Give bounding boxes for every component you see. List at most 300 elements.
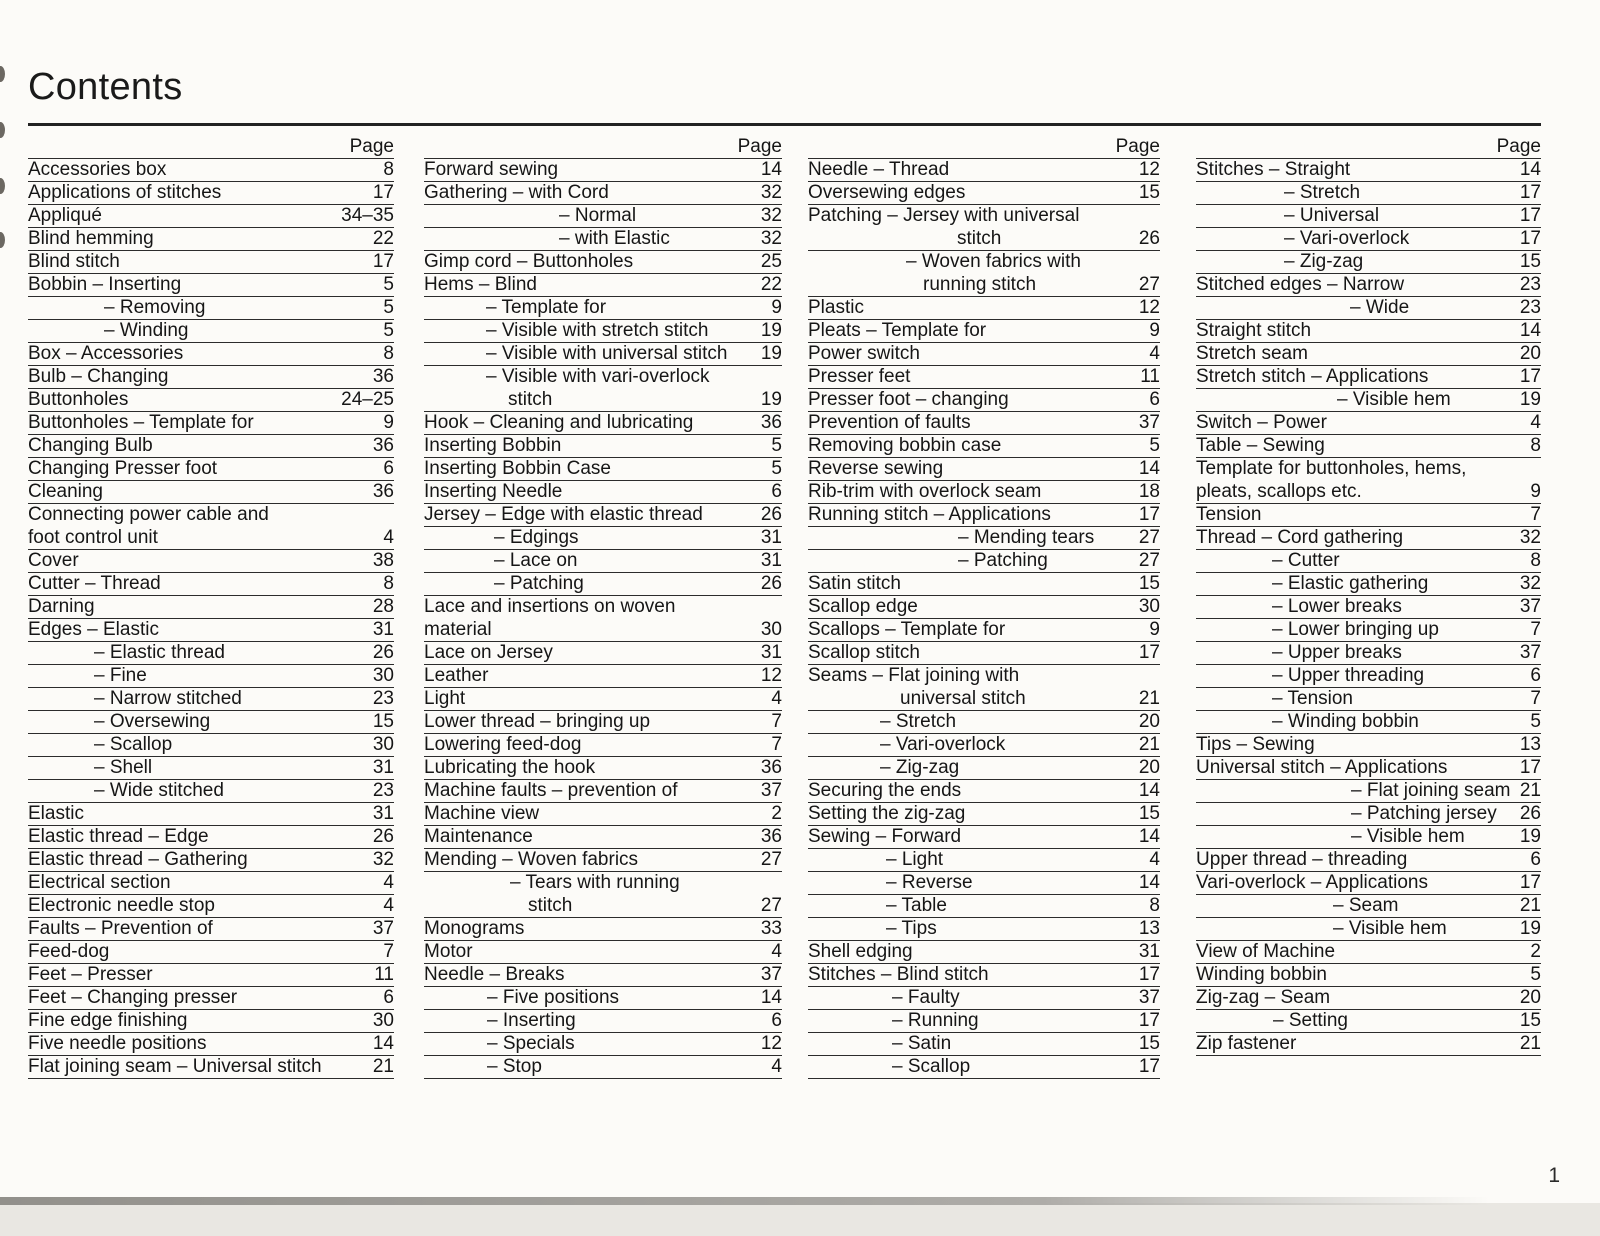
entry-label: – Visible hem <box>1337 389 1451 410</box>
entry-page-number: 5 <box>1530 964 1541 985</box>
toc-entry <box>808 159 1160 182</box>
entry-label: – Visible with vari-overlock <box>486 366 710 387</box>
entry-page-number: 13 <box>1138 918 1160 939</box>
entry-label: Maintenance <box>424 826 533 847</box>
toc-entry <box>1196 159 1541 182</box>
entry-label: Edges – Elastic <box>28 619 159 640</box>
entry-page-number: 30 <box>372 734 394 755</box>
toc-entry <box>28 1056 394 1079</box>
entry-page-number: 14 <box>1138 458 1160 479</box>
toc-entry <box>424 412 782 435</box>
entry-label: Hook – Cleaning and lubricating <box>424 412 694 433</box>
toc-entry <box>424 389 782 412</box>
entry-page-number: 26 <box>1519 803 1541 824</box>
entry-label: Inserting Needle <box>424 481 563 502</box>
entry-label: Five needle positions <box>28 1033 207 1054</box>
entry-label: – Lower bringing up <box>1272 619 1439 640</box>
page-column-header <box>424 136 782 159</box>
toc-entry <box>1196 343 1541 366</box>
entry-label: Prevention of faults <box>808 412 971 433</box>
toc-entry <box>808 1033 1160 1056</box>
entry-label: Faults – Prevention of <box>28 918 213 939</box>
entry-page-number: 6 <box>1530 665 1541 686</box>
entry-page-number: 14 <box>1138 780 1160 801</box>
toc-entry <box>808 964 1160 987</box>
entry-page-number: 19 <box>760 343 782 364</box>
entry-label: Sewing – Forward <box>808 826 962 847</box>
toc-entry <box>1196 619 1541 642</box>
toc-entry <box>424 550 782 573</box>
toc-entry <box>1196 228 1541 251</box>
entry-label: Feet – Presser <box>28 964 153 985</box>
entry-label: – Flat joining seam <box>1351 780 1511 801</box>
toc-entry <box>808 895 1160 918</box>
entry-page-number: 27 <box>1138 274 1160 295</box>
entry-label: – Zig-zag <box>1284 251 1364 272</box>
entry-page-number: 31 <box>760 642 782 663</box>
entry-label: – Visible hem <box>1333 918 1447 939</box>
toc-entry <box>808 366 1160 389</box>
entry-page-number: 8 <box>383 159 394 180</box>
toc-entry <box>28 849 394 872</box>
toc-entry <box>1196 803 1541 826</box>
entry-label: Electronic needle stop <box>28 895 215 916</box>
entry-label: Thread – Cord gathering <box>1196 527 1404 548</box>
entry-label: Seams – Flat joining with <box>808 665 1020 686</box>
toc-entry <box>424 780 782 803</box>
entry-label: Patching – Jersey with universal <box>808 205 1080 226</box>
entry-label: – Upper breaks <box>1272 642 1402 663</box>
entry-label: stitch <box>528 895 573 916</box>
toc-entry <box>424 159 782 182</box>
entry-label: – Visible hem <box>1351 826 1465 847</box>
entry-page-number: 34–35 <box>341 205 394 226</box>
entry-page-number: 8 <box>1149 895 1160 916</box>
entry-page-number: 7 <box>383 941 394 962</box>
entry-label: Needle – Thread <box>808 159 950 180</box>
toc-entry <box>424 757 782 780</box>
entry-label: – Wide stitched <box>94 780 224 801</box>
entry-label: Needle – Breaks <box>424 964 565 985</box>
entry-page-number: 17 <box>1519 872 1541 893</box>
entry-page-number: 21 <box>1138 734 1160 755</box>
toc-entry <box>808 596 1160 619</box>
toc-entry <box>1196 642 1541 665</box>
toc-entry <box>424 320 782 343</box>
toc-entry <box>424 274 782 297</box>
toc-entry <box>1196 297 1541 320</box>
entry-page-number: 19 <box>1519 826 1541 847</box>
entry-page-number: 31 <box>372 803 394 824</box>
toc-entry <box>808 389 1160 412</box>
toc-entry <box>1196 412 1541 435</box>
page-edge-shadow <box>0 1197 1490 1205</box>
entry-label: – Lace on <box>494 550 578 571</box>
entry-label: Plastic <box>808 297 864 318</box>
entry-label: – Table <box>886 895 947 916</box>
entry-label: Reverse sewing <box>808 458 944 479</box>
entry-page-number: 14 <box>760 159 782 180</box>
toc-entry <box>424 642 782 665</box>
entry-page-number: 27 <box>760 849 782 870</box>
toc-entry <box>28 343 394 366</box>
entry-page-number: 36 <box>760 412 782 433</box>
entry-page-number: 28 <box>372 596 394 617</box>
entry-page-number: 4 <box>383 895 394 916</box>
entry-label: – Stretch <box>1284 182 1361 203</box>
entry-page-number: 36 <box>372 481 394 502</box>
entry-label: View of Machine <box>1196 941 1336 962</box>
entry-label: Tips – Sewing <box>1196 734 1315 755</box>
entry-label: Shell edging <box>808 941 913 962</box>
entry-page-number: 32 <box>1519 573 1541 594</box>
toc-entry <box>1196 389 1541 412</box>
entry-page-number: 26 <box>372 826 394 847</box>
entry-label: running stitch <box>923 274 1037 295</box>
entry-label: – Patching <box>958 550 1048 571</box>
entry-page-number: 7 <box>771 711 782 732</box>
toc-entry <box>808 918 1160 941</box>
entry-page-number: 37 <box>1519 642 1541 663</box>
entry-page-number: 24–25 <box>341 389 394 410</box>
entry-label: – Vari-overlock <box>880 734 1006 755</box>
entry-label: – Five positions <box>487 987 620 1008</box>
entry-page-number: 11 <box>1140 366 1160 387</box>
entry-page-number: 14 <box>372 1033 394 1054</box>
page-title: Contents <box>28 66 183 108</box>
toc-entry <box>1196 527 1541 550</box>
entry-label: – Tension <box>1272 688 1353 709</box>
toc-entry <box>28 665 394 688</box>
entry-label: Elastic thread – Gathering <box>28 849 248 870</box>
entry-label: Blind stitch <box>28 251 120 272</box>
entry-page-number: 32 <box>1519 527 1541 548</box>
entry-page-number: 21 <box>372 1056 394 1077</box>
entry-page-number: 20 <box>1519 343 1541 364</box>
toc-entry <box>1196 320 1541 343</box>
entry-page-number: 7 <box>1530 619 1541 640</box>
entry-page-number: 11 <box>374 964 394 985</box>
toc-entry <box>808 826 1160 849</box>
entry-page-number: 5 <box>1149 435 1160 456</box>
entry-page-number: 5 <box>1530 711 1541 732</box>
entry-label: Feet – Changing presser <box>28 987 238 1008</box>
entry-page-number: 15 <box>1138 182 1160 203</box>
entry-page-number: 15 <box>372 711 394 732</box>
toc-entry <box>28 1010 394 1033</box>
entry-page-number: 4 <box>771 1056 782 1077</box>
entry-label: Machine faults – prevention of <box>424 780 678 801</box>
entry-label: Template for buttonholes, hems, <box>1196 458 1467 479</box>
entry-page-number: 23 <box>1519 274 1541 295</box>
toc-entry <box>808 1010 1160 1033</box>
entry-label: Motor <box>424 941 473 962</box>
entry-page-number: 26 <box>760 504 782 525</box>
entry-page-number: 5 <box>771 458 782 479</box>
entry-page-number: 36 <box>760 757 782 778</box>
entry-label: – Patching jersey <box>1351 803 1497 824</box>
entry-page-number: 15 <box>1138 803 1160 824</box>
toc-entry <box>1196 435 1541 458</box>
entry-label: Mending – Woven fabrics <box>424 849 639 870</box>
entry-page-number: 19 <box>1519 918 1541 939</box>
entry-page-number: 4 <box>771 941 782 962</box>
toc-entry <box>424 481 782 504</box>
entry-page-number: 6 <box>383 987 394 1008</box>
toc-entry <box>808 665 1160 688</box>
entry-page-number: 30 <box>760 619 782 640</box>
entry-label: Inserting Bobbin Case <box>424 458 611 479</box>
toc-entry <box>28 642 394 665</box>
toc-entry <box>424 619 782 642</box>
toc-entry <box>424 458 782 481</box>
toc-entry <box>1196 1033 1541 1056</box>
entry-page-number: 21 <box>1519 1033 1541 1054</box>
entry-label: Gimp cord – Buttonholes <box>424 251 634 272</box>
entry-page-number: 21 <box>1519 895 1541 916</box>
toc-entry <box>424 228 782 251</box>
toc-entry <box>424 826 782 849</box>
toc-entry <box>808 435 1160 458</box>
entry-page-number: 17 <box>1138 504 1160 525</box>
entry-label: Removing bobbin case <box>808 435 1002 456</box>
entry-label: – with Elastic <box>559 228 670 249</box>
entry-label: Scallop stitch <box>808 642 920 663</box>
entry-page-number: 8 <box>383 573 394 594</box>
entry-label: Cover <box>28 550 79 571</box>
entry-label: Cleaning <box>28 481 103 502</box>
entry-label: – Reverse <box>886 872 973 893</box>
toc-entry <box>808 205 1160 228</box>
toc-entry <box>424 665 782 688</box>
entry-page-number: 21 <box>1519 780 1541 801</box>
entry-label: Bulb – Changing <box>28 366 169 387</box>
entry-page-number: 26 <box>372 642 394 663</box>
entry-label: – Light <box>886 849 944 870</box>
entry-label: Winding bobbin <box>1196 964 1327 985</box>
toc-entry <box>28 941 394 964</box>
entry-label: Lowering feed-dog <box>424 734 582 755</box>
toc-entry <box>808 734 1160 757</box>
entry-label: Inserting Bobbin <box>424 435 562 456</box>
entry-page-number: 21 <box>1138 688 1160 709</box>
entry-label: – Woven fabrics with <box>906 251 1081 272</box>
entry-page-number: 32 <box>760 205 782 226</box>
toc-entry <box>1196 918 1541 941</box>
entry-page-number: 6 <box>771 481 782 502</box>
entry-label: – Upper threading <box>1272 665 1425 686</box>
page-header-label: Page <box>1115 136 1160 157</box>
toc-entry <box>808 550 1160 573</box>
entry-label: Stitched edges – Narrow <box>1196 274 1405 295</box>
entry-page-number: 31 <box>760 550 782 571</box>
entry-label: Electrical section <box>28 872 171 893</box>
entry-label: – Scallop <box>94 734 173 755</box>
entry-label: – Elastic gathering <box>1272 573 1429 594</box>
toc-entry <box>28 964 394 987</box>
toc-entry <box>424 803 782 826</box>
entry-label: Stitches – Blind stitch <box>808 964 989 985</box>
toc-entry <box>808 941 1160 964</box>
entry-page-number: 5 <box>383 297 394 318</box>
entry-label: Machine view <box>424 803 540 824</box>
toc-column-3 <box>808 136 1160 1079</box>
entry-label: – Patching <box>494 573 584 594</box>
toc-entry <box>808 182 1160 205</box>
entry-page-number: 17 <box>1138 1010 1160 1031</box>
entry-page-number: 20 <box>1138 711 1160 732</box>
toc-entry <box>1196 780 1541 803</box>
entry-label: Appliqué <box>28 205 102 226</box>
entry-page-number: 37 <box>760 780 782 801</box>
entry-page-number: 17 <box>372 251 394 272</box>
toc-entry <box>424 872 782 895</box>
toc-entry <box>28 780 394 803</box>
toc-entry <box>424 688 782 711</box>
toc-entry <box>808 642 1160 665</box>
entry-page-number: 14 <box>760 987 782 1008</box>
toc-entry <box>28 734 394 757</box>
toc-entry <box>1196 1010 1541 1033</box>
entry-page-number: 30 <box>372 1010 394 1031</box>
entry-page-number: 22 <box>372 228 394 249</box>
entry-label: Cutter – Thread <box>28 573 161 594</box>
entry-label: Running stitch – Applications <box>808 504 1051 525</box>
entry-label: Oversewing edges <box>808 182 966 203</box>
toc-entry <box>1196 711 1541 734</box>
entry-label: Power switch <box>808 343 920 364</box>
toc-entry <box>808 872 1160 895</box>
entry-page-number: 7 <box>1530 688 1541 709</box>
entry-label: – Stretch <box>880 711 957 732</box>
toc-entry <box>28 803 394 826</box>
entry-label: Monograms <box>424 918 525 939</box>
entry-label: Feed-dog <box>28 941 110 962</box>
entry-page-number: 9 <box>1149 619 1160 640</box>
entry-label: Changing Bulb <box>28 435 153 456</box>
toc-entry <box>28 895 394 918</box>
entry-page-number: 5 <box>771 435 782 456</box>
toc-entry <box>424 1033 782 1056</box>
entry-page-number: 4 <box>1530 412 1541 433</box>
entry-label: Light <box>424 688 466 709</box>
page-header-label: Page <box>737 136 782 157</box>
toc-entry <box>28 826 394 849</box>
entry-label: Blind hemming <box>28 228 154 249</box>
toc-entry <box>424 1010 782 1033</box>
entry-page-number: 23 <box>372 688 394 709</box>
entry-label: – Universal <box>1284 205 1380 226</box>
entry-label: Box – Accessories <box>28 343 184 364</box>
entry-label: Lace and insertions on woven <box>424 596 676 617</box>
entry-label: – Vari-overlock <box>1284 228 1410 249</box>
entry-page-number: 19 <box>760 389 782 410</box>
toc-entry <box>1196 458 1541 481</box>
entry-label: stitch <box>508 389 553 410</box>
entry-label: Rib-trim with overlock seam <box>808 481 1042 502</box>
entry-label: – Winding <box>104 320 189 341</box>
entry-label: Jersey – Edge with elastic thread <box>424 504 703 525</box>
toc-entry <box>1196 665 1541 688</box>
entry-page-number: 37 <box>760 964 782 985</box>
toc-entry <box>808 458 1160 481</box>
entry-page-number: 31 <box>372 619 394 640</box>
toc-column-2 <box>424 136 782 1079</box>
page-header-label: Page <box>1496 136 1541 157</box>
toc-entry <box>808 780 1160 803</box>
page-footer-number: 1 <box>1548 1164 1560 1187</box>
toc-entry <box>28 918 394 941</box>
toc-entry <box>1196 964 1541 987</box>
entry-page-number: 4 <box>1149 849 1160 870</box>
entry-label: – Narrow stitched <box>94 688 242 709</box>
toc-entry <box>1196 826 1541 849</box>
entry-label: – Template for <box>486 297 607 318</box>
entry-label: – Inserting <box>487 1010 576 1031</box>
toc-entry <box>28 872 394 895</box>
entry-label: Stitches – Straight <box>1196 159 1351 180</box>
entry-label: Zig-zag – Seam <box>1196 987 1331 1008</box>
entry-page-number: 17 <box>1519 366 1541 387</box>
entry-page-number: 6 <box>771 1010 782 1031</box>
entry-page-number: 37 <box>1519 596 1541 617</box>
toc-entry <box>1196 734 1541 757</box>
entry-label: Forward sewing <box>424 159 559 180</box>
entry-label: Lace on Jersey <box>424 642 553 663</box>
toc-entry <box>28 573 394 596</box>
entry-page-number: 17 <box>1138 642 1160 663</box>
toc-entry <box>424 343 782 366</box>
entry-page-number: 17 <box>1519 205 1541 226</box>
toc-entry <box>424 504 782 527</box>
toc-entry <box>1196 251 1541 274</box>
toc-entry <box>1196 941 1541 964</box>
entry-page-number: 2 <box>1530 941 1541 962</box>
entry-label: Lower thread – bringing up <box>424 711 651 732</box>
toc-entry <box>28 1033 394 1056</box>
entry-page-number: 8 <box>383 343 394 364</box>
scan-bottom-margin <box>0 1203 1600 1236</box>
entry-label: – Satin <box>892 1033 952 1054</box>
entry-label: Lubricating the hook <box>424 757 596 778</box>
entry-page-number: 8 <box>1530 550 1541 571</box>
toc-entry <box>424 251 782 274</box>
toc-entry <box>28 504 394 527</box>
entry-page-number: 18 <box>1138 481 1160 502</box>
entry-label: – Oversewing <box>94 711 211 732</box>
toc-entry <box>28 320 394 343</box>
entry-page-number: 22 <box>760 274 782 295</box>
entry-page-number: 4 <box>1149 343 1160 364</box>
entry-page-number: 30 <box>372 665 394 686</box>
entry-label: – Removing <box>104 297 206 318</box>
toc-entry <box>424 918 782 941</box>
entry-page-number: 33 <box>760 918 782 939</box>
toc-entry <box>28 274 394 297</box>
entry-page-number: 19 <box>760 320 782 341</box>
entry-label: – Edgings <box>494 527 579 548</box>
entry-page-number: 5 <box>383 320 394 341</box>
entry-label: – Shell <box>94 757 153 778</box>
toc-entry <box>1196 274 1541 297</box>
entry-page-number: 27 <box>1138 550 1160 571</box>
toc-entry <box>28 205 394 228</box>
toc-column-4 <box>1196 136 1541 1056</box>
toc-entry <box>28 389 394 412</box>
toc-entry <box>28 688 394 711</box>
entry-page-number: 38 <box>372 550 394 571</box>
toc-entry <box>808 619 1160 642</box>
